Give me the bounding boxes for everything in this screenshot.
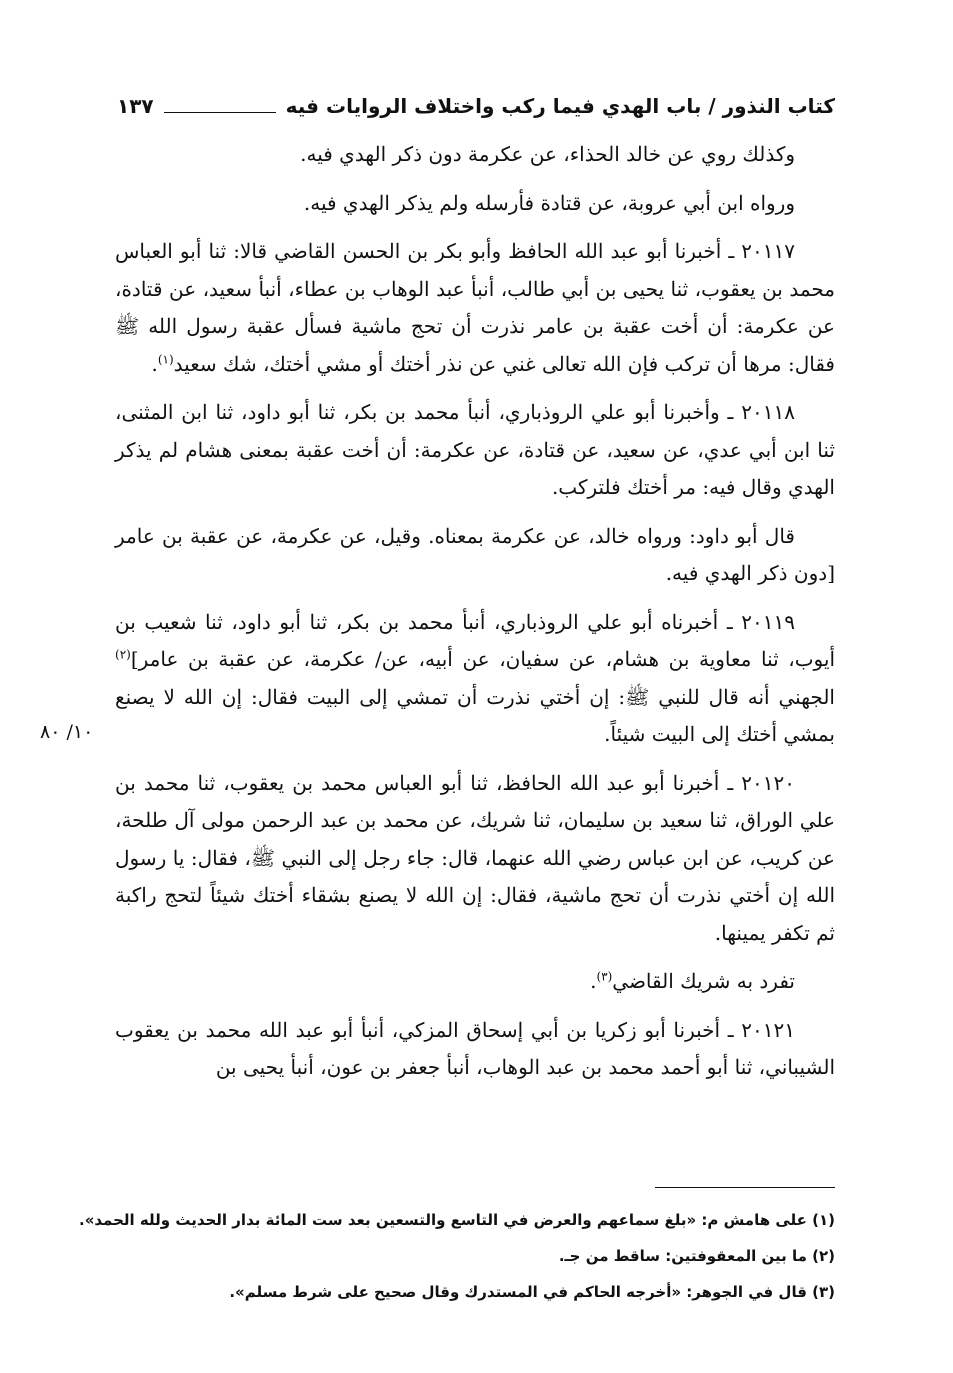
footnote-1: (١) على هامش م: «بلغ سماعهم والعرض في التاسع والتسعين بعد ست المائة بدار الحديث ولله الحمد».	[79, 1211, 835, 1229]
footnote-2: (٢) ما بين المعقوفتين: ساقط من جـ.	[558, 1247, 835, 1265]
running-header	[117, 86, 835, 126]
paragraph-sharik: تفرد به شريك القاضي$^{(٣)}$.	[590, 969, 795, 993]
footnote-separator	[655, 1187, 835, 1188]
footnotes	[79, 1202, 835, 1310]
paragraph-1: وكذلك روي عن خالد الحذاء، عن عكرمة دون ذكر الهدي فيه.	[300, 142, 795, 166]
footnote-3: (٣) قال في الجوهر: «أخرجه الحاكم في المستدرك وقال صحيح على شرط مسلم».	[229, 1283, 835, 1301]
footnote-ref-3: (٣)	[596, 969, 613, 984]
hadith-20118: ٢٠١١٨ ـ وأخبرنا أبو علي الروذباري، أنبأ محمد بن بكر، ثنا أبو داود، ثنا ابن المثنى، ثنا ابن أبي عدي، عن سعيد، عن قتادة، عن عكرمة: أن أخت عقبة بمعنى هشام لم يذكر الهدي وقال فيه: مر أختك فلتركب.	[115, 400, 835, 499]
footnote-ref-1: (١)	[157, 351, 174, 366]
hadith-20119: ٢٠١١٩ ـ أخبرناه أبو علي الروذباري، أنبأ محمد بن بكر، ثنا أبو داود، ثنا شعيب بن أيوب، ثنا معاوية بن هشام، عن سفيان، عن أبيه، عن/ عكرمة، عن عقبة بن عامر]$^{(٢)}$ الجهني أنه قال للنبي ﷺ: إن أختي نذرت أن تمشي إلى البيت فقال: إن الله لا يصنع بمشي أختك إلى البيت شيئاً.	[115, 609, 835, 746]
page-number: ١٣٧	[117, 94, 154, 118]
hadith-20117: ٢٠١١٧ ـ أخبرنا أبو عبد الله الحافظ وأبو بكر بن الحسن القاضي قالا: ثنا أبو العباس محمد بن يعقوب، ثنا يحيى بن أبي طالب، أنبأ عبد الوهاب بن عطاء، أنبأ سعيد، عن قتادة، عن عكرمة: أن أخت عقبة بن عامر نذرت أن تحج ماشية فسأل عقبة رسول الله ﷺ فقال: مرها أن تركب فإن الله تعالى غني عن نذر أختك أو مشي أختك، شك سعيد$^{(١)}$.	[115, 239, 835, 376]
header-rule	[164, 112, 276, 113]
header-title: كتاب النذور / باب الهدي فيما ركب واختلاف الروايات فيه	[285, 94, 835, 118]
footnote-ref-2: (٢)	[115, 647, 131, 662]
paragraph-abu-dawud: قال أبو داود: ورواه خالد، عن عكرمة بمعناه. وقيل، عن عكرمة، عن عقبة بن عامر [دون ذكر الهدي فيه.	[115, 523, 835, 585]
hadith-20121: ٢٠١٢١ ـ أخبرنا أبو زكريا بن أبي إسحاق المزكي، أنبأ أبو عبد الله محمد بن يعقوب الشيباني، ثنا أبو أحمد محمد بن عبد الوهاب، أنبأ جعفر بن عون، أنبأ يحيى بن	[115, 1017, 835, 1079]
marginal-manuscript-ref: ١٠/ ٨٠	[40, 721, 94, 743]
main-text	[115, 136, 835, 1098]
paragraph-2: ورواه ابن أبي عروبة، عن قتادة فأرسله ولم يذكر الهدي فيه.	[303, 190, 795, 215]
hadith-20120: ٢٠١٢٠ ـ أخبرنا أبو عبد الله الحافظ، ثنا أبو العباس محمد بن يعقوب، ثنا محمد بن علي الوراق، ثنا سعيد بن سليمان، ثنا شريك، عن محمد بن عبد الرحمن مولى آل طلحة، عن كريب، عن ابن عباس رضي الله عنهما، قال: جاء رجل إلى النبي ﷺ، فقال: يا رسول الله إن أختي نذرت أن تحج ماشية، فقال: إن الله لا يصنع بشقاء أختك شيئاً لتحج راكبة ثم تكفر يمينها.	[115, 770, 835, 945]
